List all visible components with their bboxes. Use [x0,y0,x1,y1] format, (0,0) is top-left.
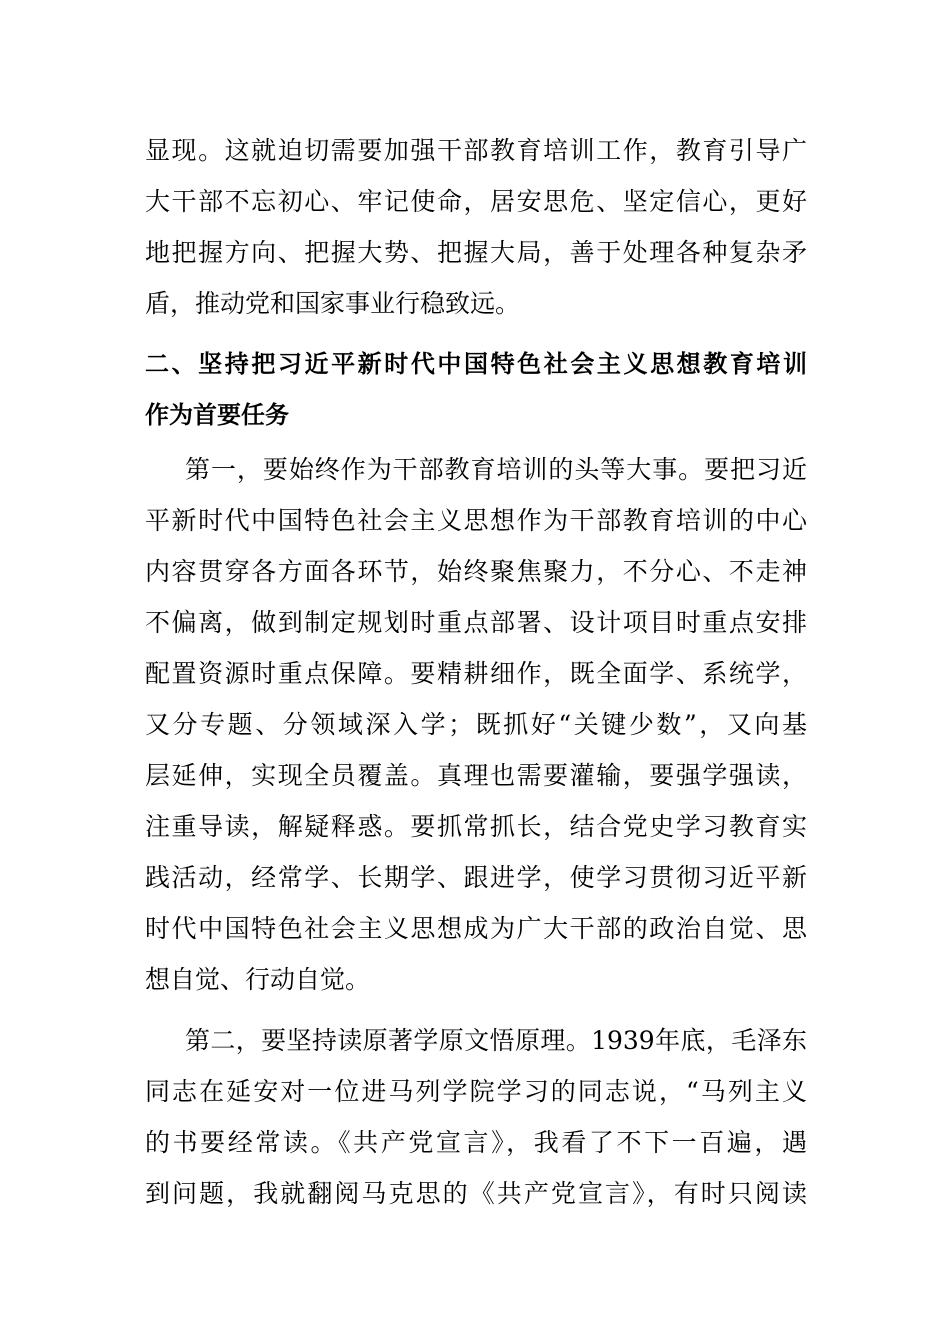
text-line: 第二，要坚持读原著学原文悟原理。1939年底，毛泽东 [185,1026,807,1055]
paragraph-continuation [145,125,807,329]
text-line: 盾，推动党和国家事业行稳致远。 [145,289,521,318]
text-line: 同志在延安对一位进马列学院学习的同志说，“马列主义 [145,1077,807,1106]
text-line: 配置资源时重点保障。要精耕细作，既全面学、系统学， [145,659,807,688]
text-line: 内容贯穿各方面各环节，始终聚焦聚力，不分心、不走神 [145,557,807,586]
text-line: 想自觉、行动自觉。 [145,965,371,994]
paragraph-second [145,1015,807,1219]
text-line: 平新时代中国特色社会主义思想作为干部教育培训的中心 [145,506,807,535]
text-line: 践活动，经常学、长期学、跟进学，使学习贯彻习近平新 [145,863,807,892]
text-line: 大干部不忘初心、牢记使命，居安思危、坚定信心，更好 [145,187,807,216]
text-line: 地把握方向、把握大势、把握大局，善于处理各种复杂矛 [145,238,807,267]
heading-line: 二、坚持把习近平新时代中国特色社会主义思想教育培训 [145,350,807,378]
text-line: 又分专题、分领域深入学；既抓好“关键少数”，又向基 [145,710,807,739]
text-line: 注重导读，解疑释惑。要抓常抓长，结合党史学习教育实 [145,812,807,841]
section-heading [145,339,807,441]
text-line: 层延伸，实现全员覆盖。真理也需要灌输，要强学强读， [145,761,807,790]
text-line: 的书要经常读。《共产党宣言》，我看了不下一百遍，遇 [145,1128,807,1157]
heading-line: 作为首要任务 [145,401,289,429]
paragraph-first [145,444,807,1005]
text-line: 不偏离，做到制定规划时重点部署、设计项目时重点安排 [145,608,807,637]
document-page [145,125,807,1219]
text-line: 到问题，我就翻阅马克思的《共产党宣言》，有时只阅读 [145,1179,807,1208]
text-line: 时代中国特色社会主义思想成为广大干部的政治自觉、思 [145,914,807,943]
text-line: 第一，要始终作为干部教育培训的头等大事。要把习近 [185,455,807,484]
text-line: 显现。这就迫切需要加强干部教育培训工作，教育引导广 [145,136,807,165]
